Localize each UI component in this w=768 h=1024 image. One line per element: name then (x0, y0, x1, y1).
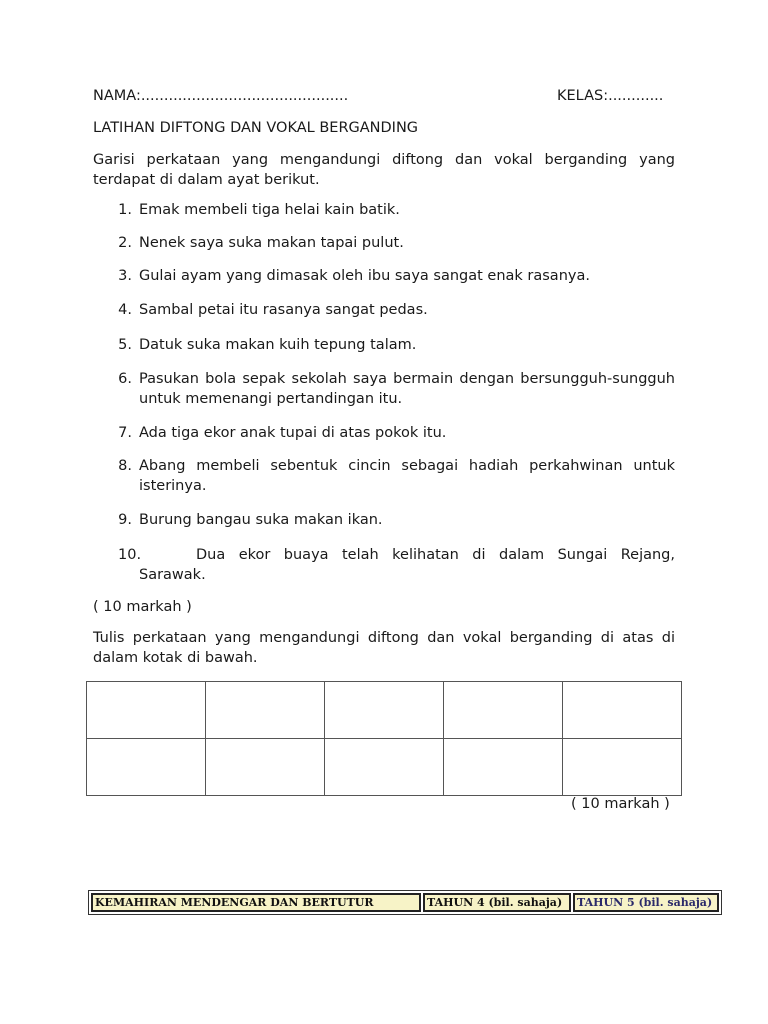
answer-box[interactable] (206, 682, 325, 739)
answer-box-grid (86, 681, 682, 796)
sentence-text: Burung bangau suka makan ikan. (139, 512, 383, 528)
answer-box[interactable] (563, 739, 682, 796)
answer-box[interactable] (87, 739, 206, 796)
sentence-number: 1. (118, 202, 132, 218)
answer-box[interactable] (325, 682, 444, 739)
answer-box[interactable] (206, 739, 325, 796)
sentence-text: Pasukan bola sepak sekolah saya bermain dengan bersungguh-sungguh untuk memenangi pertandingan itu. (139, 371, 675, 407)
sentence-item (112, 423, 675, 443)
sentence-text: Datuk suka makan kuih tepung talam. (139, 337, 417, 353)
answer-box[interactable] (444, 739, 563, 796)
sentence-number: 3. (118, 268, 132, 284)
skill-header-cell: KEMAHIRAN MENDENGAR DAN BERTUTUR (91, 893, 421, 912)
sentence-number: 9. (118, 512, 132, 528)
sentence-text: Nenek saya suka makan tapai pulut. (139, 235, 404, 251)
sentence-item (112, 456, 675, 496)
sentence-number: 2. (118, 235, 132, 251)
sentence-text: Gulai ayam yang dimasak oleh ibu saya sangat enak rasanya. (139, 268, 590, 284)
sentence-number: 10. (118, 547, 142, 563)
worksheet-title: LATIHAN DIFTONG DAN VOKAL BERGANDING (93, 120, 419, 136)
sentence-number: 5. (118, 337, 132, 353)
sentence-item (112, 266, 675, 286)
sentence-text: Ada tiga ekor anak tupai di atas pokok itu. (139, 425, 447, 441)
sentence-number: 4. (118, 302, 132, 318)
nama-field: NAMA:............................................. (93, 88, 349, 104)
instruction-write: Tulis perkataan yang mengandungi diftong dan vokal berganding di atas di dalam kotak di bawah. (93, 630, 675, 666)
sentence-item (112, 300, 675, 320)
sentence-item (112, 200, 675, 220)
year5-header-cell: TAHUN 5 (bil. sahaja) (573, 893, 719, 912)
kelas-field: KELAS:............ (557, 88, 664, 104)
sentence-text: Sambal petai itu rasanya sangat pedas. (139, 302, 428, 318)
sentence-number: 8. (118, 458, 132, 474)
instruction-underline: Garisi perkataan yang mengandungi diftong dan vokal berganding yang terdapat di dalam ayat berikut. (93, 152, 675, 188)
marks-label: ( 10 markah ) (93, 599, 192, 615)
answer-box[interactable] (563, 682, 682, 739)
answer-box[interactable] (87, 682, 206, 739)
marks-label: ( 10 markah ) (571, 796, 670, 812)
sentence-text: Emak membeli tiga helai kain batik. (139, 202, 400, 218)
sentence-item (112, 335, 675, 355)
sentence-number: 6. (118, 371, 132, 387)
sentence-text: Dua ekor buaya telah kelihatan di dalam Sungai Rejang, Sarawak. (139, 547, 675, 583)
answer-row (87, 739, 682, 796)
answer-box[interactable] (325, 739, 444, 796)
sentence-number: 7. (118, 425, 132, 441)
sentence-item (112, 369, 675, 409)
sentence-item (112, 233, 675, 253)
sentence-item (112, 545, 675, 585)
skills-table-header (88, 890, 722, 915)
sentence-text: Abang membeli sebentuk cincin sebagai hadiah perkahwinan untuk isterinya. (139, 458, 675, 494)
answer-row (87, 682, 682, 739)
year4-header-cell: TAHUN 4 (bil. sahaja) (423, 893, 571, 912)
sentence-item (112, 510, 675, 530)
answer-box[interactable] (444, 682, 563, 739)
